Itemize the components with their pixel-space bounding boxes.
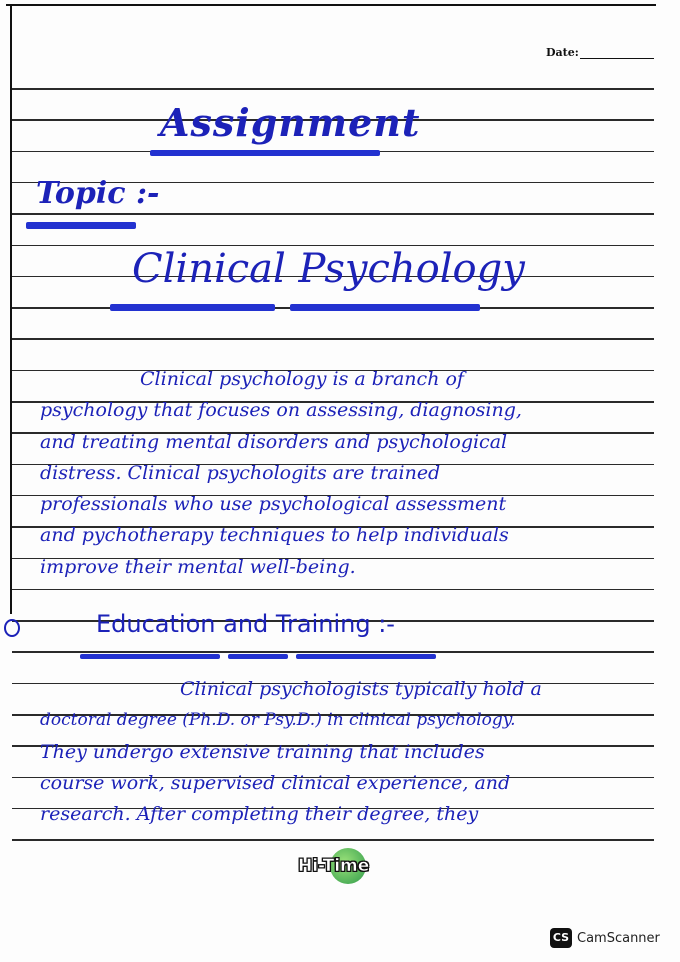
section-heading: Education and Training :-: [96, 610, 395, 638]
camscanner-label: CamScanner: [577, 931, 660, 946]
intro-line: distress. Clinical psychologits are trained: [40, 461, 441, 484]
title-underline: [150, 150, 380, 156]
intro-paragraph: [40, 364, 522, 583]
camscanner-icon: CS: [550, 928, 572, 948]
intro-line: psychology that focuses on assessing, diagnosing,: [40, 399, 522, 422]
heading-underline-2: [228, 654, 288, 659]
education-line: course work, supervised clinical experience, and: [40, 771, 511, 794]
education-line: Clinical psychologists typically hold a: [180, 678, 542, 700]
ruled-line: [12, 338, 654, 340]
heading-underline-3: [296, 654, 436, 659]
intro-line: Clinical psychology is a branch of: [140, 368, 464, 390]
section-bullet: [4, 619, 20, 637]
heading-underline-1: [80, 654, 220, 659]
ruled-line: [12, 213, 654, 215]
education-line: doctoral degree (Ph.D. or Psy.D.) in clinical psychology.: [40, 710, 516, 731]
ruled-line: [12, 589, 654, 591]
ruled-line: [12, 88, 654, 90]
page-border-top: [6, 4, 656, 6]
ruled-line: [12, 839, 654, 841]
topic-underline: [26, 222, 136, 229]
education-paragraph: [40, 674, 542, 830]
subject-underline-2: [290, 304, 480, 311]
watermark-text: Hi-Time: [298, 856, 370, 876]
ruled-line: [12, 651, 654, 653]
subject-underline-1: [110, 304, 275, 311]
topic-subject: Clinical Psychology: [132, 246, 525, 292]
education-line: research. After completing their degree, they: [40, 803, 479, 826]
intro-line: improve their mental well-being.: [40, 555, 356, 578]
page-margin-line: [10, 4, 12, 614]
assignment-title: Assignment: [160, 100, 421, 145]
intro-line: professionals who use psychological assessment: [40, 493, 507, 516]
topic-label: Topic :-: [36, 176, 160, 211]
date-label: Date:: [546, 46, 579, 59]
date-blank-line: [580, 58, 654, 59]
education-line: They undergo extensive training that includes: [40, 740, 485, 763]
intro-line: and treating mental disorders and psychological: [40, 430, 508, 453]
intro-line: and pychotherapy techniques to help individuals: [40, 524, 509, 547]
